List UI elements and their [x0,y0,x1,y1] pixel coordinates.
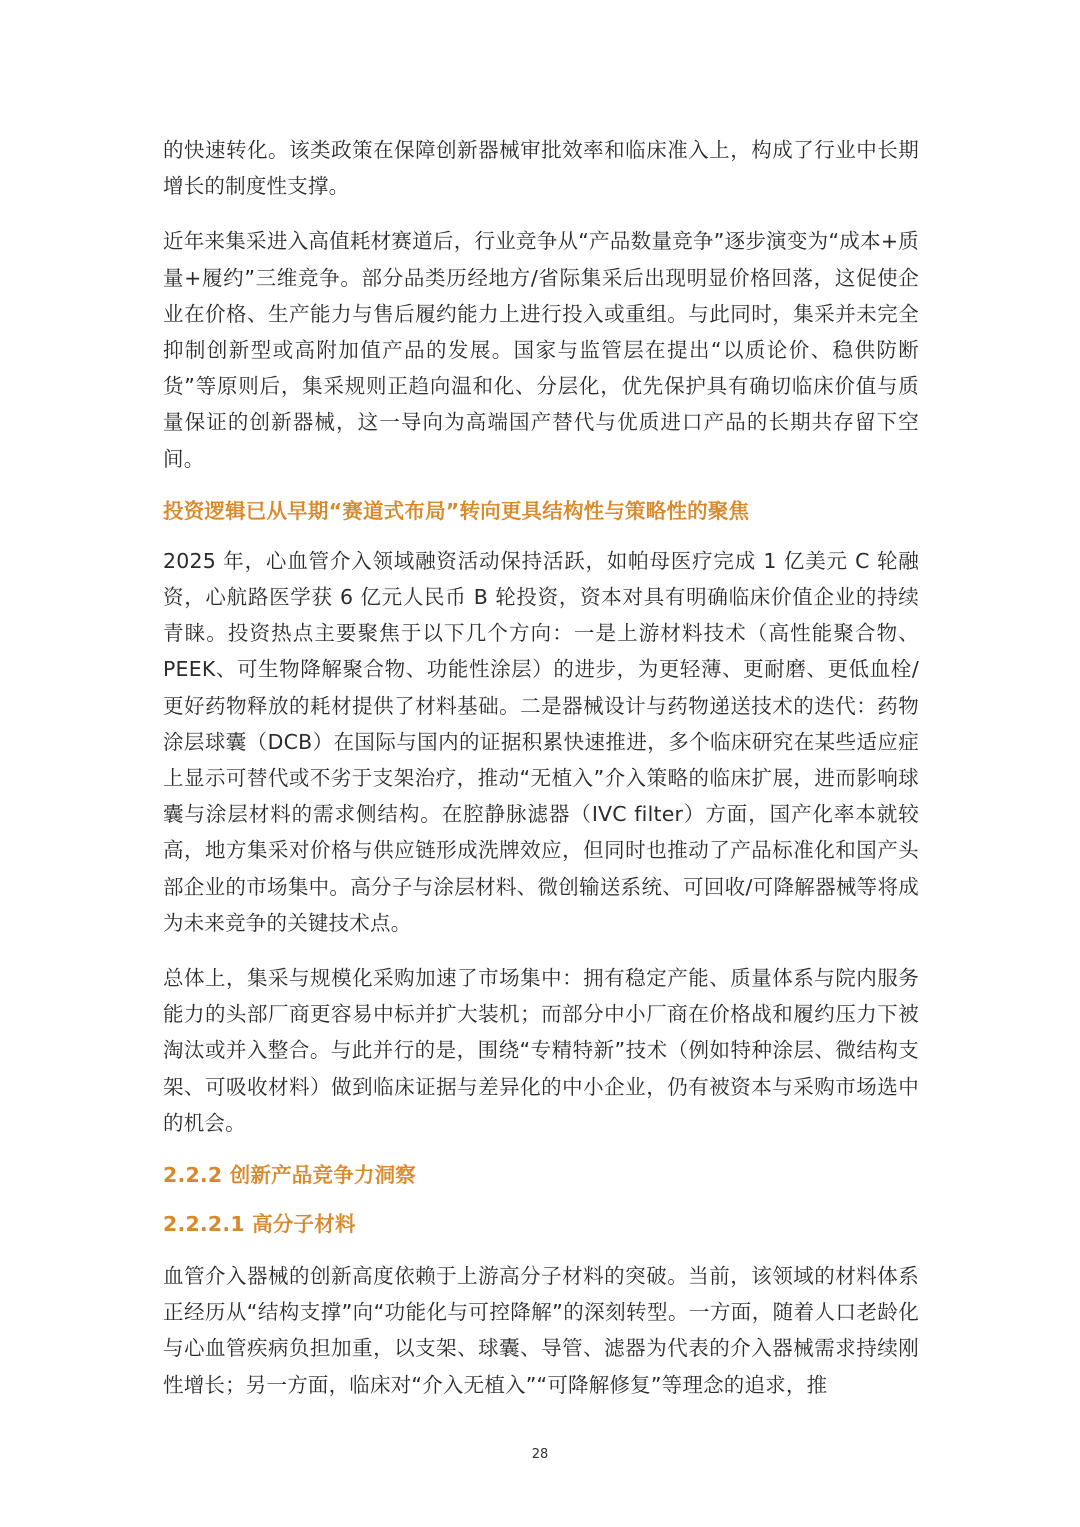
section-heading-2-2-2-1: 2.2.2.1 高分子材料 [163,1212,356,1237]
page-number: 28 [531,1447,549,1462]
body-paragraph-volume-procurement: 近年来集采进入高值耗材赛道后，行业竞争从“产品数量竞争”逐步演变为“成本+质量+履约”三维竞争。部分品类历经地方/省际集采后出现明显价格回落，这促使企业在价格、生产能力与售后履约能力上进行投入或重组。与此同时，集采并未完全抑制创新型或高附加值产品的发展。国家与监管层在提出“以质论价、稳供防断货”等原则后，集采规则正趋向温和化、分层化，优先保护具有确切临床价值与质量保证的创新器械，这一导向为高端国产替代与优质进口产品的长期共存留下空间。 [163,229,919,471]
document-page [163,132,919,1422]
subheading-investment-logic: 投资逻辑已从早期“赛道式布局”转向更具结构性与策略性的聚焦 [163,498,750,523]
section-heading-2-2-2: 2.2.2 创新产品竞争力洞察 [163,1163,417,1188]
body-paragraph-policy-support: 的快速转化。该类政策在保障创新器械审批效率和临床准入上，构成了行业中长期增长的制度性支撑。 [163,138,919,199]
body-paragraph-financing: 2025 年，心血管介入领域融资活动保持活跃，如帕母医疗完成 1 亿美元 C 轮融资，心航路医学获 6 亿元人民币 B 轮投资，资本对具有明确临床价值企业的持续青睐。投资热点主要聚焦于以下几个方向：一是上游材料技术（高性能聚合物、PEEK、可生物降解聚合物、功能性涂层）的进步，为更轻薄、更耐磨、更低血栓/更好药物释放的耗材提供了材料基础。二是器械设计与药物递送技术的迭代：药物涂层球囊（DCB）在国际与国内的证据积累快速推进，多个临床研究在某些适应症上显示可替代或不劣于支架治疗，推动“无植入”介入策略的临床扩展，进而影响球囊与涂层材料的需求侧结构。在腔静脉滤器（IVC filter）方面，国产化率本就较高，地方集采对价格与供应链形成洗牌效应，但同时也推动了产品标准化和国产头部企业的市场集中。高分子与涂层材料、微创输送系统、可回收/可降解器械等将成为未来竞争的关键技术点。 [163,548,919,935]
body-paragraph-polymer-materials: 血管介入器械的创新高度依赖于上游高分子材料的突破。当前，该领域的材料体系正经历从“结构支撑”向“功能化与可控降解”的深刻转型。一方面，随着人口老龄化与心血管疾病负担加重，以支架、球囊、导管、滤器为代表的介入器械需求持续刚性增长；另一方面，临床对“介入无植入”“可降解修复”等理念的追求，推 [163,1264,919,1397]
body-paragraph-market-concentration: 总体上，集采与规模化采购加速了市场集中：拥有稳定产能、质量体系与院内服务能力的头部厂商更容易中标并扩大装机；而部分中小厂商在价格战和履约压力下被淘汰或并入整合。与此并行的是，围绕“专精特新”技术（例如特种涂层、微结构支架、可吸收材料）做到临床证据与差异化的中小企业，仍有被资本与采购市场选中的机会。 [163,966,919,1135]
